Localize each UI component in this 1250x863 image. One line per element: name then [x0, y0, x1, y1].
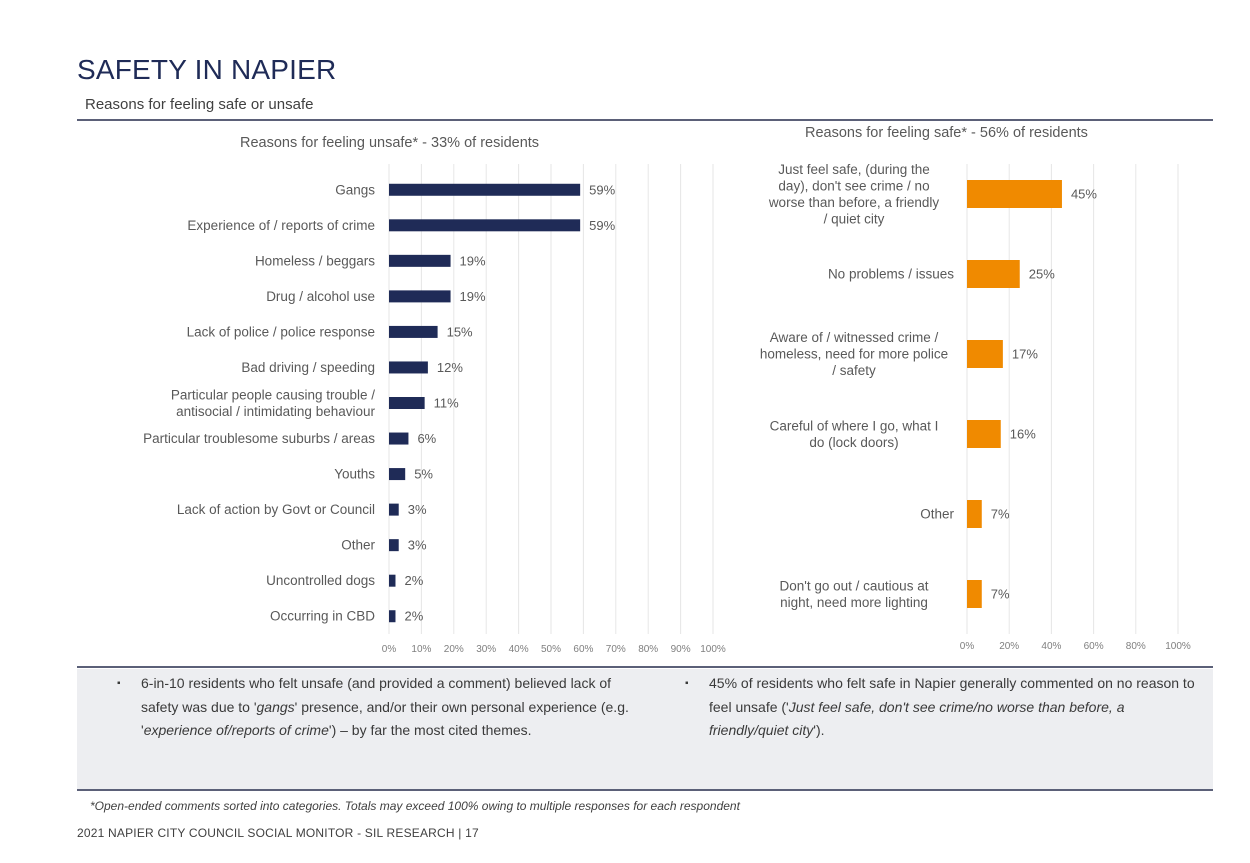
safe-value-label: 25% [1028, 266, 1055, 282]
safe-tick-label: 0% [959, 641, 975, 652]
unsafe-value-label: 2% [404, 573, 424, 589]
summary-top-divider [77, 666, 1213, 668]
unsafe-value-label: 19% [459, 253, 486, 269]
unsafe-bar [389, 326, 438, 338]
summary-left-bullet: ▪ 6-in-10 residents who felt unsafe (and provided a comment) believed lack of safety was due to 'gangs' presence, and/or their own personal experience (e.g. 'experience of/reports of crime') – by far the most cited themes. [141, 672, 641, 743]
unsafe-category-label: Gangs [335, 182, 375, 198]
unsafe-tick-label: 30% [476, 644, 497, 655]
unsafe-value-label: 2% [404, 608, 424, 624]
unsafe-category-label: Lack of police / police response [186, 324, 375, 340]
safe-bar [967, 580, 982, 608]
safe-tick-label: 100% [1165, 641, 1191, 652]
safe-bar [967, 260, 1020, 288]
safe-category-label: Aware of / witnessed crime / homeless, need for more police / safety [759, 330, 949, 378]
safe-bar [967, 340, 1003, 368]
header-divider [77, 119, 1213, 121]
unsafe-tick-label: 50% [540, 644, 562, 655]
safe-bar [967, 420, 1001, 448]
unsafe-bar [389, 433, 408, 445]
unsafe-tick-label: 40% [508, 644, 529, 655]
unsafe-chart-title: Reasons for feeling unsafe* - 33% of residents [240, 135, 540, 151]
unsafe-tick-label: 100% [700, 644, 726, 655]
safe-value-label: 7% [990, 506, 1010, 522]
unsafe-value-label: 12% [436, 359, 463, 375]
unsafe-tick-label: 10% [411, 644, 432, 655]
page-subtitle: Reasons for feeling safe or unsafe [85, 96, 314, 113]
safe-value-label: 16% [1009, 426, 1036, 442]
unsafe-bar [389, 539, 399, 551]
unsafe-tick-label: 90% [670, 644, 691, 655]
bullet-marker: ▪ [117, 678, 121, 689]
unsafe-value-label: 59% [589, 217, 616, 233]
safe-bar [967, 180, 1062, 208]
safe-category-label: Don't go out / cautious at night, need more lighting [779, 578, 929, 610]
unsafe-bar [389, 504, 399, 516]
unsafe-bar [389, 219, 580, 231]
unsafe-category-label: Experience of / reports of crime [187, 217, 375, 233]
unsafe-category-label: Lack of action by Govt or Council [176, 502, 375, 518]
safe-value-label: 17% [1011, 346, 1038, 362]
unsafe-value-label: 5% [414, 466, 433, 482]
unsafe-category-label: Drug / alcohol use [266, 288, 375, 304]
unsafe-bar [389, 290, 451, 302]
unsafe-category-label: Homeless / beggars [254, 253, 375, 269]
bullet-marker: ▪ [685, 678, 689, 689]
unsafe-tick-label: 0% [381, 644, 397, 655]
safe-value-label: 7% [990, 586, 1010, 602]
unsafe-value-label: 59% [589, 182, 616, 198]
safe-tick-label: 80% [1125, 641, 1146, 652]
page-title: SAFETY IN NAPIER [77, 54, 337, 85]
unsafe-category-label: Particular people causing trouble / antisocial / intimidating behaviour [170, 387, 375, 419]
safe-tick-label: 40% [1041, 641, 1062, 652]
unsafe-value-label: 15% [446, 324, 473, 340]
unsafe-category-label: Uncontrolled dogs [266, 573, 375, 589]
unsafe-value-label: 19% [459, 288, 486, 304]
unsafe-bar [389, 468, 405, 480]
unsafe-value-label: 11% [433, 395, 459, 411]
unsafe-category-label: Youths [334, 466, 375, 482]
safe-chart-title: Reasons for feeling safe* - 56% of residents [805, 125, 1088, 141]
unsafe-value-label: 3% [407, 502, 427, 518]
unsafe-category-label: Particular troublesome suburbs / areas [143, 431, 375, 447]
safe-bar [967, 500, 982, 528]
summary-bottom-divider [77, 789, 1213, 791]
safe-category-label: Other [920, 506, 954, 522]
safe-category-label: Careful of where I go, what I do (lock doors) [769, 418, 939, 450]
unsafe-tick-label: 70% [605, 644, 626, 655]
safe-tick-label: 60% [1083, 641, 1104, 652]
safe-value-label: 45% [1070, 186, 1097, 202]
safe-category-label: Just feel safe, (during the day), don't see crime / no worse than before, a friendly / quiet city [768, 161, 940, 227]
safe-tick-label: 20% [999, 641, 1020, 652]
unsafe-tick-label: 20% [443, 644, 464, 655]
unsafe-bar [389, 361, 428, 373]
page-footer: 2021 NAPIER CITY COUNCIL SOCIAL MONITOR - SIL RESEARCH | 17 [77, 826, 479, 840]
unsafe-category-label: Bad driving / speeding [241, 359, 375, 375]
unsafe-bar [389, 397, 425, 409]
safe-chart [700, 150, 1240, 660]
unsafe-bar [389, 610, 395, 622]
unsafe-tick-label: 80% [638, 644, 659, 655]
unsafe-category-label: Occurring in CBD [269, 608, 375, 624]
unsafe-bar [389, 255, 451, 267]
unsafe-value-label: 6% [417, 431, 437, 447]
safe-category-label: No problems / issues [827, 266, 954, 282]
footnote: *Open-ended comments sorted into categories. Totals may exceed 100% owing to multiple responses for each respondent [90, 799, 740, 813]
unsafe-tick-label: 60% [573, 644, 594, 655]
unsafe-chart [0, 150, 740, 660]
unsafe-bar [389, 575, 395, 587]
unsafe-value-label: 3% [407, 537, 427, 553]
summary-right-bullet: ▪ 45% of residents who felt safe in Napier generally commented on no reason to feel unsafe ('Just feel safe, don't see crime/no worse than before, a friendly/quiet city'). [709, 672, 1199, 743]
unsafe-category-label: Other [341, 537, 375, 553]
unsafe-bar [389, 184, 580, 196]
